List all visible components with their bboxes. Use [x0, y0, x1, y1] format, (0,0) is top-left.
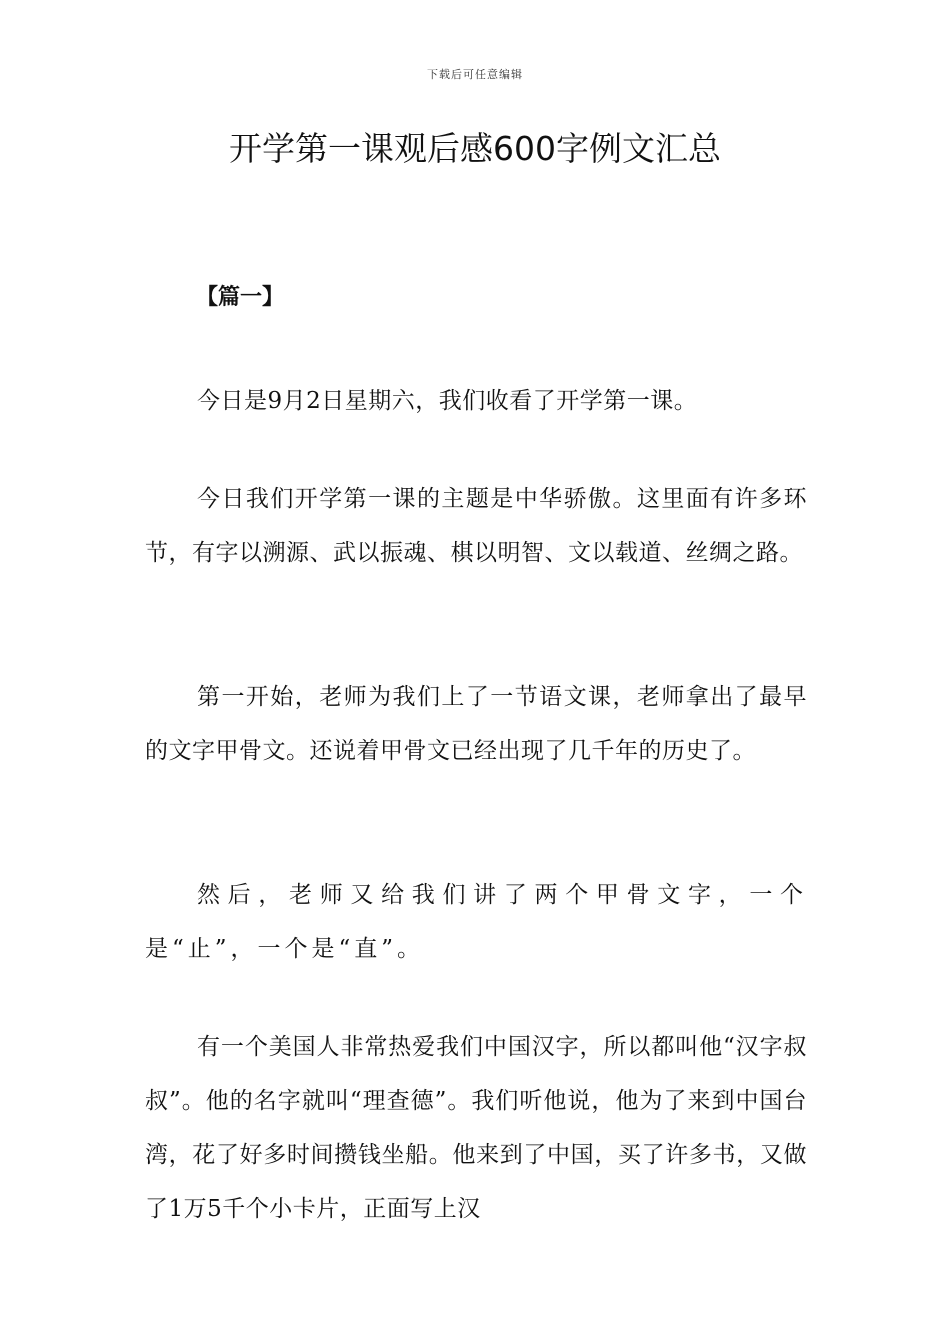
paragraph-3: 第一开始，老师为我们上了一节语文课，老师拿出了最早的文字甲骨文。还说着甲骨文已经出现了几千年的历史了。: [145, 684, 807, 764]
paragraph-1: 今日是9月2日星期六，我们收看了开学第一课。: [197, 388, 698, 414]
paragraph-2: 今日我们开学第一课的主题是中华骄傲。这里面有许多环节，有字以溯源、武以振魂、棋以明智、文以载道、丝绸之路。: [145, 486, 807, 566]
document-title: 开学第一课观后感600字例文汇总: [229, 129, 721, 168]
header-note: 下载后可任意编辑: [427, 68, 523, 81]
section-label: 【篇一】: [196, 285, 285, 310]
paragraph-4: 然后，老师又给我们讲了两个甲骨文字，一个是“止”，一个是“直”。: [145, 882, 807, 962]
paragraph-5: 有一个美国人非常热爱我们中国汉字，所以都叫他“汉字叔叔”。他的名字就叫“理查德”。我们听他说，他为了来到中国台湾，花了好多时间攒钱坐船。他来到了中国，买了许多书，又做了1万5千个小卡片，正面写上汉: [145, 1034, 807, 1222]
